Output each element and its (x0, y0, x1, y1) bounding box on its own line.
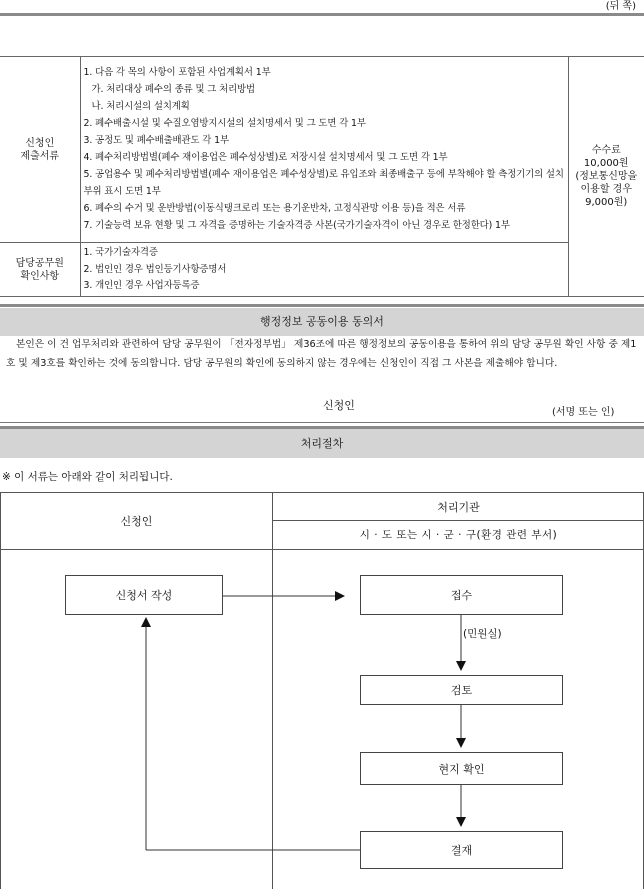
required-documents-table (0, 56, 644, 297)
procedure-title: 처리절차 (0, 429, 644, 458)
applicant-doc-subitem: 나. 처리시설의 설치계획 (91, 101, 190, 113)
official-check-item: 3. 개인인 경우 사업자등록증 (83, 280, 200, 292)
official-check-item: 1. 국가기술자격증 (83, 246, 158, 258)
civil-office-label: (민원실) (463, 628, 502, 640)
applicant-doc-item: 7. 기술능력 보유 현황 및 그 자격을 증명하는 기술자격증 사본(국가기술자격이 아닌 경우로 한정한다) 1부 (83, 219, 510, 231)
applicant-doc-item: 6. 폐수의 수거 및 운반방법(이동식탱크로리 또는 용기운반차, 고정식관망 이용 등)을 적은 서류 (83, 202, 466, 214)
section-divider (0, 422, 644, 423)
agency-column-subheader: 시 · 도 또는 시 · 군 · 구(환경 관련 부서) (359, 529, 558, 541)
top-divider (0, 13, 644, 16)
section-divider (0, 304, 644, 307)
applicant-documents-label: 신청인 제출서류 (20, 137, 60, 162)
applicant-doc-item: 5. 공업용수 및 폐수처리방법별(폐수 재이용업은 폐수성상별)로 유입조와 최종배출구 등에 부착해야 할 측정기기의 설치 부위 표시 도면 1부 (83, 168, 564, 197)
official-check-label-cell (0, 243, 80, 297)
signer-label: 신청인 (323, 399, 355, 412)
arrowhead (456, 661, 466, 671)
step-review: 검토 (360, 675, 563, 705)
step-receive: 접수 (360, 575, 563, 615)
procedure-note: ※ 이 서류는 아래와 같이 처리됩니다. (2, 471, 173, 483)
agency-column-header: 처리기관 (437, 500, 480, 514)
applicant-doc-item: 4. 폐수처리방법별(폐수 재이용업은 폐수성상별)로 저장시설 설치명세서 및 그 도면 각 1부 (83, 152, 448, 163)
consent-text: 본인은 이 건 업무처리와 관련하여 담당 공무원이 「전자정부법」 제36조에 따른 행정정보의 공동이용을 통하여 위의 담당 공무원 확인 사항 중 제1호 및 제3호를 확인하는 것에 동의합니다. 담당 공무원의 확인에 동의하지 않는 경우에는 신청인이 직접 그 사본을 제출해야 합니다. (6, 339, 637, 369)
applicant-doc-item: 3. 공정도 및 폐수배출배관도 각 1부 (83, 135, 229, 147)
signature-note: (서명 또는 인) (552, 407, 615, 418)
applicant-documents-list (80, 57, 568, 243)
step-write-application: 신청서 작성 (65, 575, 223, 615)
official-check-label: 담당공무원 확인사항 (15, 257, 64, 282)
arrowhead (456, 817, 466, 827)
applicant-column-header: 신청인 (120, 515, 153, 528)
official-check-item: 2. 법인인 경우 법인등기사항증명서 (83, 263, 227, 275)
step-site-check: 현지 확인 (360, 752, 563, 785)
applicant-doc-item: 1. 다음 각 목의 사항이 포함된 사업계획서 1부 (83, 67, 271, 79)
procedure-flowchart (0, 492, 644, 889)
applicant-doc-item: 2. 폐수배출시설 및 수질오염방지시설의 설치명세서 및 그 도면 각 1부 (83, 118, 366, 130)
arrowhead (456, 738, 466, 748)
applicant-doc-subitem: 가. 처리대상 폐수의 종류 및 그 처리방법 (91, 84, 255, 96)
page-side-label: (뒤 쪽) (605, 1, 636, 12)
fee-text: 수수료 10,000원 (정보통신망을 이용할 경우 9,000원) (575, 145, 638, 208)
step-approval: 결재 (360, 831, 563, 869)
official-check-list (80, 243, 568, 297)
applicant-documents-label-cell (0, 57, 80, 243)
arrowhead (141, 617, 151, 627)
consent-title: 행정정보 공동이용 동의서 (0, 308, 644, 336)
fee-cell (568, 57, 644, 297)
arrowhead (335, 591, 345, 601)
